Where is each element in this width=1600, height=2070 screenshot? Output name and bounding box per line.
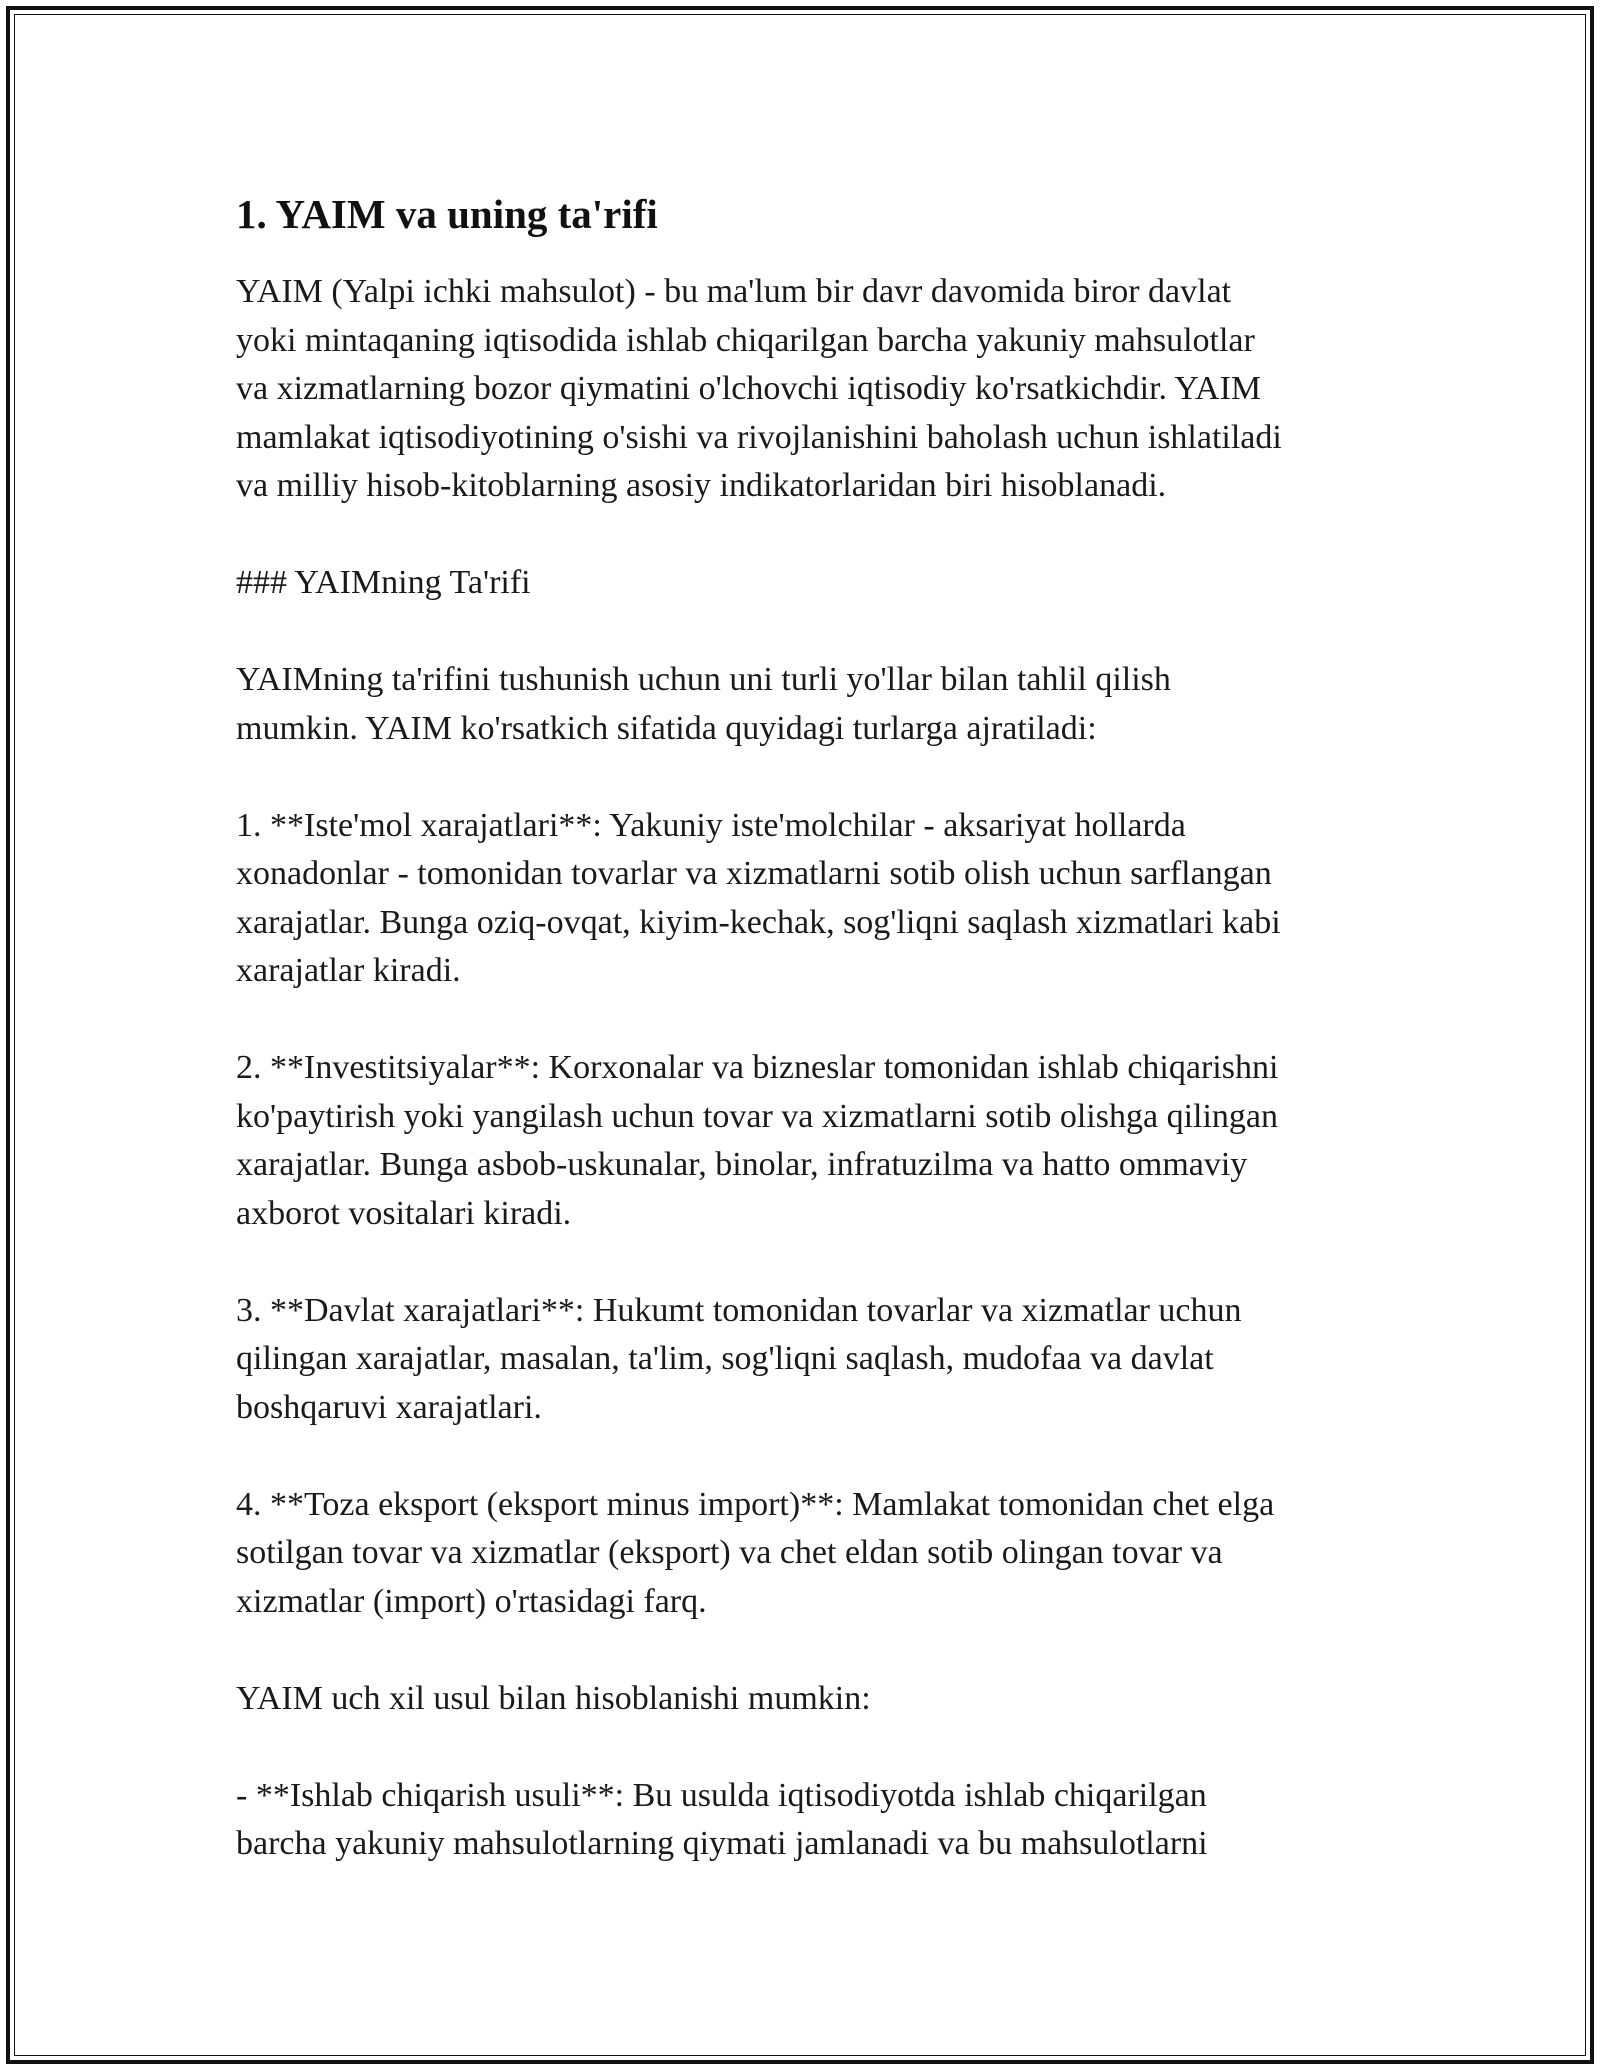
paragraph-types-intro: YAIMning ta'rifini tushunish uchun uni turli yo'llar bilan tahlil qilish mumkin. YAIM ko'rsatkich sifatida quyidagi turlarga ajratiladi:	[236, 661, 1171, 747]
paragraph-intro: YAIM (Yalpi ichki mahsulot) - bu ma'lum bir davr davomida biror davlat yoki mintaqaning iqtisodida ishlab chiqarilgan barcha yakuniy mahsulotlar va xizmatlarning bozor qiymatini o'lchovchi iqtisodiy ko'rsatkichdir. YAIM mamlakat iqtisodiyotining o'sishi va rivojlanishini baholash uchun ishlatiladi va milliy hisob-kitoblarning asosiy indikatorlaridan biri hisoblanadi.	[236, 273, 1282, 504]
paragraph-subheading: ### YAIMning Ta'rifi	[236, 564, 531, 601]
list-item-investment: 2. **Investitsiyalar**: Korxonalar va bizneslar tomonidan ishlab chiqarishni ko'paytirish yoki yangilash uchun tovar va xizmatlarni sotib olishga qilingan xarajatlar. Bunga asbob-uskunalar, binolar, infratuzilma va hatto ommaviy axborot vositalari kiradi.	[236, 1049, 1279, 1232]
document-body	[236, 188, 1386, 1917]
list-item-production-method: - **Ishlab chiqarish usuli**: Bu usulda iqtisodiyotda ishlab chiqarilgan barcha yakuniy mahsulotlarning qiymati jamlanadi va bu mahsulotlarni	[236, 1776, 1208, 1862]
document-title: 1. YAIM va uning ta'rifi	[236, 191, 658, 237]
list-item-consumption: 1. **Iste'mol xarajatlari**: Yakuniy iste'molchilar - aksariyat hollarda xonadonlar - tomonidan tovarlar va xizmatlarni sotib olish uchun sarflangan xarajatlar. Bunga oziq-ovqat, kiyim-kechak, sog'liqni saqlash xizmatlari kabi xarajatlar kiradi.	[236, 806, 1281, 989]
paragraph-methods-intro: YAIM uch xil usul bilan hisoblanishi mumkin:	[236, 1679, 871, 1717]
list-item-net-export: 4. **Toza eksport (eksport minus import)**: Mamlakat tomonidan chet elga sotilgan tovar va xizmatlar (eksport) va chet eldan sotib olingan tovar va xizmatlar (import) o'rtasidagi farq.	[236, 1485, 1275, 1620]
list-item-government: 3. **Davlat xarajatlari**: Hukumt tomonidan tovarlar va xizmatlar uchun qilingan xarajatlar, masalan, ta'lim, sog'liqni saqlash, mudofaa va davlat boshqaruvi xarajatlari.	[236, 1291, 1242, 1426]
